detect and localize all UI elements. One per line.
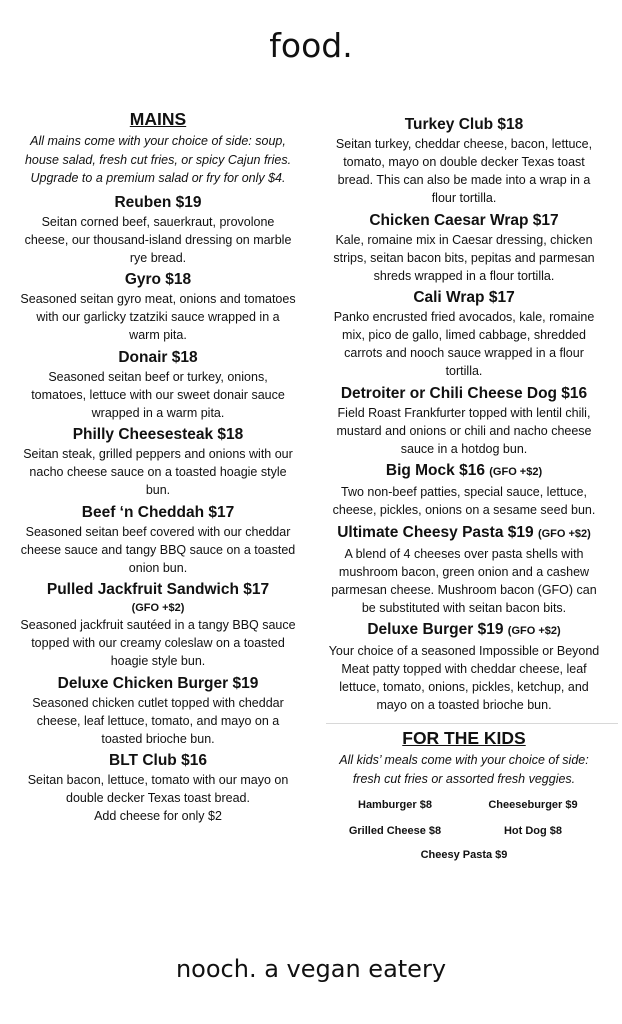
item-name-row	[326, 522, 602, 545]
item-description: Seasoned seitan beef or turkey, onions, tomatoes, lettuce with our sweet donair sauce wrapped in a warm pita.	[31, 369, 285, 420]
item-name: Gyro $18	[124, 271, 192, 288]
item-name: Detroiter or Chili Cheese Dog $16	[340, 384, 588, 402]
item-description: Seasoned seitan beef covered with our cheddar cheese sauce and tangy BBQ sauce on a toasted onion bun.	[20, 524, 296, 575]
item-description: Seitan turkey, cheddar cheese, bacon, lettuce, tomato, mayo on double decker Texas toast bread. This can also be made into a wrap in a flour tortilla.	[335, 137, 593, 205]
item-extra: Add cheese for only $2	[94, 809, 222, 823]
restaurant-tagline: nooch. a vegan eatery	[175, 955, 447, 983]
item-description: Seasoned chicken cutlet topped with cheddar cheese, leaf lettuce, tomato, and mayo on a toasted brioche bun.	[32, 695, 284, 746]
item-description: Field Roast Frankfurter topped with lentil chili, mustard and onions or chili and nacho cheese sauce in a hotdog bun.	[336, 405, 592, 456]
item-name: Donair $18	[118, 348, 198, 366]
item-description: Seitan corned beef, sauerkraut, provolone cheese, our thousand-island dressing on marble rye bread.	[24, 214, 292, 265]
kids-item: Hamburger $8	[358, 799, 432, 811]
item-name: Philly Cheesesteak $18	[72, 426, 244, 443]
item-name: Deluxe Chicken Burger $19	[57, 674, 259, 692]
item-description: Seasoned jackfruit sautéed in a tangy BBQ sauce topped with our creamy coleslaw on a toasted hoagie style bun.	[20, 618, 296, 668]
kids-section	[326, 727, 602, 866]
item-name: Reuben $19	[114, 193, 202, 211]
page-title: food.	[269, 26, 353, 65]
section-divider	[326, 723, 618, 724]
item-description: Seitan steak, grilled peppers and onions with our nacho cheese sauce on a toasted hoagie style bun.	[23, 447, 293, 497]
menu-item-beef-n-cheddah	[20, 502, 296, 577]
menu-item-turkey-club	[326, 114, 602, 207]
menu-item-donair	[20, 347, 296, 422]
item-name: Cali Wrap $17	[413, 289, 515, 306]
menu-item-philly-cheesesteak	[20, 424, 296, 499]
kids-item: Cheesy Pasta $9	[420, 849, 508, 861]
item-description: A blend of 4 cheeses over pasta shells with mushroom bacon, green onion and a cashew parmesan cheese. Mushroom bacon (GFO) can be substituted with seitan bacon bits.	[331, 546, 597, 615]
menu-item-deluxe-burger	[326, 619, 602, 714]
item-gfo-note: (GFO +$2)	[489, 466, 543, 478]
item-gfo-note: (GFO +$2)	[507, 625, 561, 637]
item-name: Pulled Jackfruit Sandwich $17	[46, 581, 270, 598]
mains-column	[20, 108, 296, 828]
menu-item-big-mock	[326, 460, 602, 519]
menu-item-pulled-jackfruit	[20, 579, 296, 670]
item-name: Big Mock $16	[385, 462, 485, 479]
menu-item-detroiter	[326, 383, 602, 458]
right-column	[326, 114, 602, 866]
kids-intro: All kids’ meals come with your choice of side: fresh cut fries or assorted fresh veggies.	[339, 753, 589, 786]
kids-items	[326, 792, 602, 844]
item-name: Ultimate Cheesy Pasta $19	[337, 523, 534, 541]
mains-heading: MAINS	[129, 109, 187, 129]
item-description: Panko encrusted fried avocados, kale, romaine mix, pico de gallo, limed cabbage, shredded carrots and nooch sauce wrapped in a flour tortilla.	[333, 310, 595, 378]
item-name: Deluxe Burger $19	[367, 621, 504, 638]
menu-item-reuben	[20, 192, 296, 267]
item-description: Seitan bacon, lettuce, tomato with our mayo on double decker Texas toast bread.	[27, 773, 289, 805]
kids-item: Cheeseburger $9	[488, 799, 578, 811]
kids-item: Grilled Cheese $8	[348, 825, 442, 837]
kids-heading: FOR THE KIDS	[402, 728, 526, 748]
mains-intro: All mains come with your choice of side: soup, house salad, fresh cut fries, or spicy Cajun fries. Upgrade to a premium salad or fry for only $4.	[24, 134, 292, 185]
item-name: BLT Club $16	[109, 752, 207, 769]
menu-item-chicken-caesar-wrap	[326, 210, 602, 285]
item-description: Seasoned seitan gyro meat, onions and tomatoes with our garlicky tzatziki sauce wrapped in a warm pita.	[20, 292, 296, 342]
item-name: Turkey Club $18	[404, 116, 524, 133]
item-description: Kale, romaine mix in Caesar dressing, chicken strips, seitan bacon bits, pepitas and parmesan shreds wrapped in a flour tortilla.	[333, 232, 595, 283]
kids-item: Hot Dog $8	[503, 825, 563, 837]
item-name: Beef ‘n Cheddah $17	[81, 503, 235, 521]
menu-item-cali-wrap	[326, 287, 602, 380]
item-name: Chicken Caesar Wrap $17	[369, 211, 559, 229]
item-gfo-note: (GFO +$2)	[131, 602, 185, 614]
item-name-row	[326, 619, 602, 642]
item-description: Two non-beef patties, special sauce, lettuce, cheese, pickles, onions on a sesame seed bun.	[332, 485, 596, 517]
menu-item-gyro	[20, 269, 296, 344]
item-description: Your choice of a seasoned Impossible or Beyond Meat patty topped with cheddar cheese, leaf lettuce, tomato, onions, pickles, ketchup, and mayo on a toasted brioche bun.	[328, 644, 600, 712]
menu-item-blt-club	[20, 750, 296, 825]
item-gfo-note: (GFO +$2)	[537, 527, 591, 540]
menu-item-deluxe-chicken-burger	[20, 673, 296, 748]
item-name-row	[326, 460, 602, 483]
menu-item-ultimate-cheesy-pasta	[326, 522, 602, 617]
